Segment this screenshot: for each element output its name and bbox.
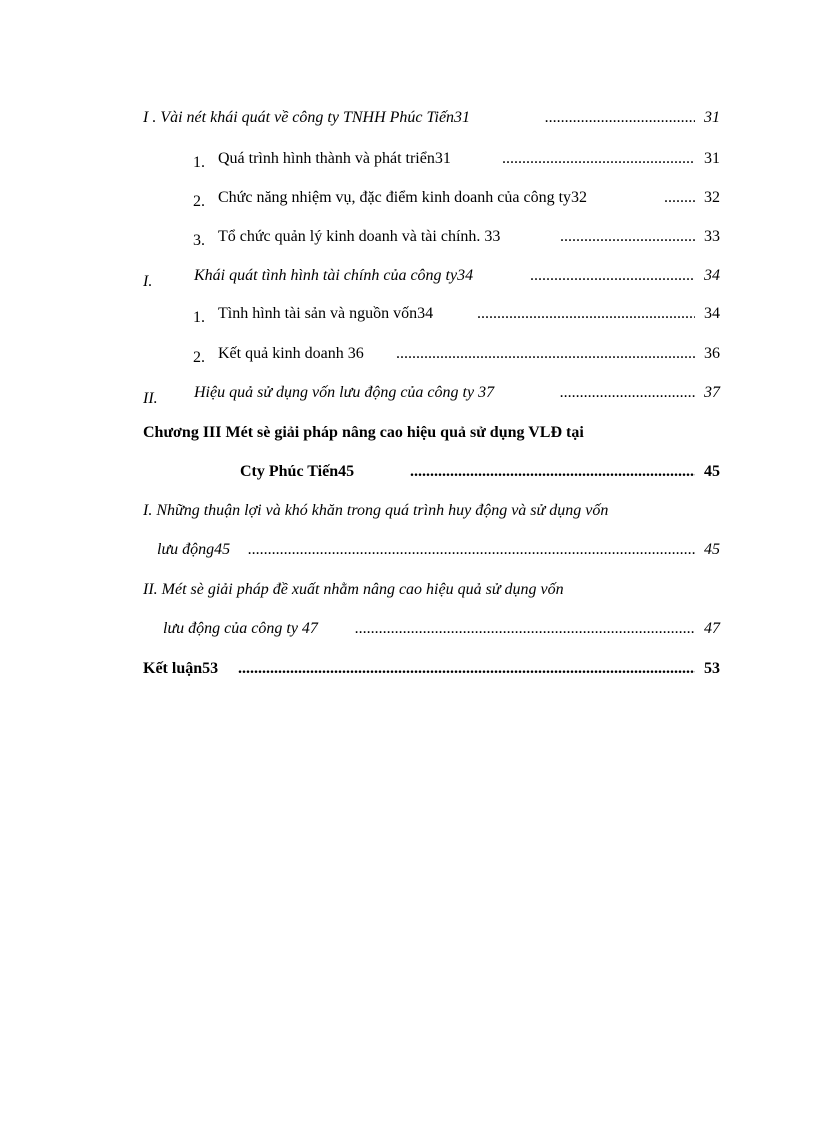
toc-leader-dots (560, 381, 695, 405)
toc-page-number: 32 (704, 189, 720, 206)
toc-entry-section-2[interactable] (0, 264, 816, 288)
toc-entry-section-1-2[interactable] (0, 186, 816, 210)
toc-leader-dots (238, 657, 695, 681)
toc-entry-label: Kết luận53 (143, 660, 219, 677)
toc-entry-chapter-3-2-continuation[interactable] (0, 617, 816, 641)
toc-leader-dots (355, 617, 695, 641)
toc-entry-label: Tình hình tài sản và nguồn vốn34 (218, 305, 434, 322)
toc-entry-section-2-1[interactable] (0, 302, 816, 326)
toc-leader-dots (502, 147, 695, 171)
toc-page-number: 33 (704, 228, 720, 245)
toc-chapter-3-title[interactable] (0, 421, 816, 445)
toc-entry-section-1-1[interactable] (0, 147, 816, 171)
toc-entry-label: I . Vài nét khái quát về công ty TNHH Phúc Tiến31 (143, 109, 471, 126)
toc-page-number: 37 (704, 384, 720, 401)
toc-page-number: 47 (704, 620, 720, 637)
toc-leader-dots (530, 264, 695, 288)
toc-entry-label: Khái quát tình hình tài chính của công ty34 (194, 267, 474, 284)
toc-entry-section-1-3[interactable] (0, 225, 816, 249)
toc-entry-label: Hiệu quả sử dụng vốn lưu động của công ty 37 (194, 384, 495, 401)
toc-page-number: 36 (704, 345, 720, 362)
toc-entry-number: 1. (193, 309, 205, 326)
toc-entry-label: Chức năng nhiệm vụ, đặc điểm kinh doanh của công ty32 (218, 189, 588, 206)
toc-entry-label-cont: lưu động của công ty 47 (163, 620, 318, 637)
toc-entry-number: I. (143, 273, 153, 290)
toc-page-number: 45 (704, 541, 720, 558)
toc-entry-chapter-3-1-continuation[interactable] (0, 538, 816, 562)
toc-page-number: 53 (704, 660, 720, 677)
toc-entry-number: 2. (193, 193, 205, 210)
toc-page-number: 31 (704, 150, 720, 167)
toc-entry-number: 1. (193, 154, 205, 171)
toc-chapter-3-continuation[interactable] (0, 460, 816, 484)
toc-entry-label: I. Những thuận lợi và khó khăn trong quá trình huy động và sử dụng vốn (143, 502, 609, 519)
toc-entry-chapter-3-1[interactable] (0, 499, 816, 523)
toc-entry-number: 2. (193, 349, 205, 366)
toc-page-number: 45 (704, 463, 720, 480)
toc-entry-number: 3. (193, 232, 205, 249)
toc-leader-dots (410, 460, 695, 484)
toc-leader-dots (560, 225, 695, 249)
toc-leader-dots (477, 302, 695, 326)
toc-leader-dots (396, 342, 695, 366)
toc-page-number: 34 (704, 305, 720, 322)
toc-entry-section-1[interactable] (0, 106, 816, 130)
toc-entry-label-cont: lưu động45 (157, 541, 231, 558)
toc-page-number: 34 (704, 267, 720, 284)
toc-page-number: 31 (704, 109, 720, 126)
toc-entry-label: Quá trình hình thành và phát triển31 (218, 150, 451, 167)
toc-entry-label: II. Mét sè giải pháp đề xuất nhằm nâng cao hiệu quả sử dụng vốn (143, 581, 564, 598)
toc-chapter-label-cont: Cty Phúc Tiến45 (240, 463, 355, 480)
toc-entry-label: Kết quả kinh doanh 36 (218, 345, 364, 362)
toc-leader-dots (248, 538, 695, 562)
toc-entry-conclusion[interactable] (0, 657, 816, 681)
toc-chapter-label: Chương III Mét sè giải pháp nâng cao hiệu quả sử dụng VLĐ tại (143, 424, 584, 441)
toc-entry-number: II. (143, 390, 158, 407)
toc-entry-section-2-2[interactable] (0, 342, 816, 366)
toc-entry-chapter-3-2[interactable] (0, 578, 816, 602)
toc-entry-section-3[interactable] (0, 381, 816, 405)
toc-entry-label: Tổ chức quản lý kinh doanh và tài chính. 33 (218, 228, 501, 245)
toc-leader-dots (545, 106, 695, 130)
